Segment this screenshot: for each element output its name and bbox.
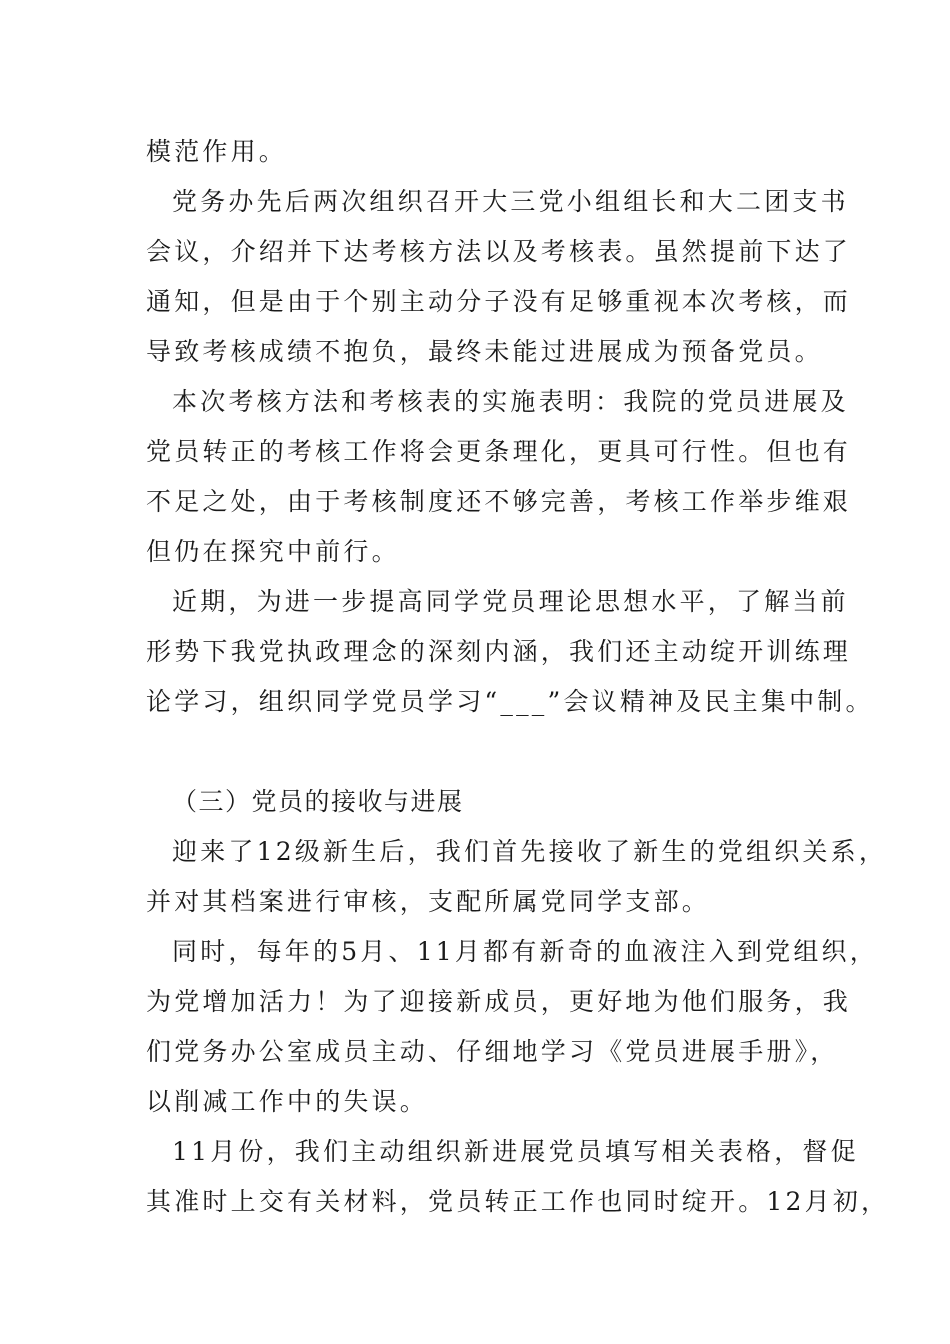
text-line: 但仍在探究中前行。 bbox=[146, 537, 400, 566]
text-line: 并对其档案进行审核，支配所属党同学支部。 bbox=[146, 887, 711, 916]
text-line: 模范作用。 bbox=[146, 137, 288, 166]
text-line: 导致考核成绩不抱负，最终未能过进展成为预备党员。 bbox=[146, 337, 823, 366]
paragraph-start-line: 同时，每年的5月、11月都有新奇的血液注入到党组织， bbox=[172, 937, 878, 966]
text-line: 党员转正的考核工作将会更条理化，更具可行性。但也有 bbox=[146, 437, 852, 466]
text-line: 们党务办公室成员主动、仔细地学习《党员进展手册》， bbox=[146, 1037, 839, 1066]
paragraph-start-line: 党务办先后两次组织召开大三党小组组长和大二团支书 bbox=[172, 187, 849, 216]
paragraph-start-line: 本次考核方法和考核表的实施表明：我院的党员进展及 bbox=[172, 387, 849, 416]
paragraph-start-line: 迎来了12级新生后，我们首先接收了新生的党组织关系， bbox=[172, 837, 888, 866]
section-heading: （三）党员的接收与进展 bbox=[172, 787, 464, 816]
text-line: 会议，介绍并下达考核方法以及考核表。虽然提前下达了 bbox=[146, 237, 852, 266]
paragraph-start-line: 11月份，我们主动组织新进展党员填写相关表格，督促 bbox=[172, 1137, 859, 1166]
text-line: 通知，但是由于个别主动分子没有足够重视本次考核，而 bbox=[146, 287, 852, 316]
paragraph-start-line: 近期，为进一步提高同学党员理论思想水平，了解当前 bbox=[172, 587, 849, 616]
text-line: 以削减工作中的失误。 bbox=[146, 1087, 429, 1116]
text-line: 其准时上交有关材料，党员转正工作也同时绽开。12月初， bbox=[146, 1187, 890, 1216]
text-line: 为党增加活力！为了迎接新成员，更好地为他们服务，我 bbox=[146, 987, 852, 1016]
text-line: 不足之处，由于考核制度还不够完善，考核工作举步维艰 bbox=[146, 487, 852, 516]
text-line: 形势下我党执政理念的深刻内涵，我们还主动绽开训练理 bbox=[146, 637, 852, 666]
text-line: 论学习，组织同学党员学习“___”会议精神及民主集中制。 bbox=[146, 687, 874, 716]
